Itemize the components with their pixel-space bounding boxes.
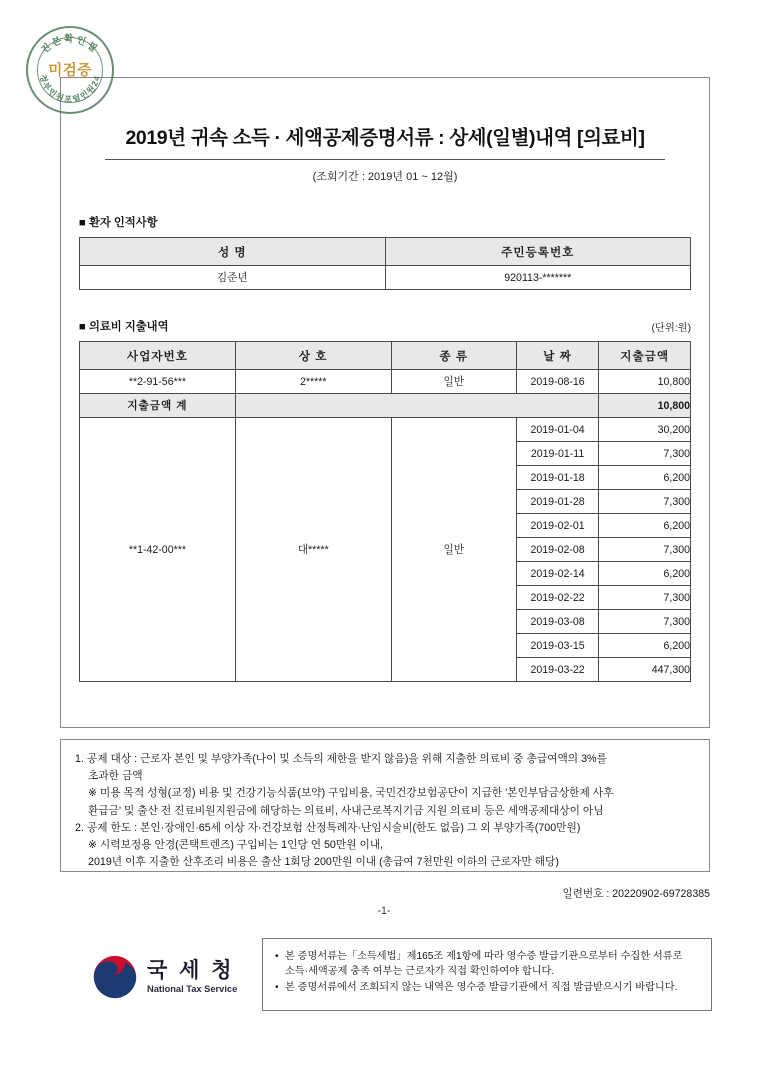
nts-logo-text: [147, 960, 237, 994]
date-value: 2019-01-11: [516, 442, 598, 466]
subtotal-label: 지출금액 계: [80, 394, 236, 418]
note-2-line-2: ※ 시력보정용 안경(콘택트렌즈) 구입비는 1인당 연 50만원 이내,: [88, 839, 384, 852]
kind-value: 일반: [391, 418, 516, 682]
stamp-center-text: 미검증: [48, 63, 92, 80]
date-value: 2019-08-16: [516, 370, 598, 394]
serial-number: 일련번호 : 20220902-69728385: [562, 888, 710, 900]
note-1-line-4: 환급금' 및 출산 전 진료비원지원금에 해당하는 의료비, 사내근로복지기금 지원 의료비 등은 세액공제대상이 아님: [88, 804, 604, 817]
note-1-line-3: ※ 미용 목적 성형(교정) 비용 및 건강기능식품(보약) 구입비용, 국민건강보험공단이 지급한 '본인부담금상한제 사후: [88, 787, 614, 800]
footer-notice-1: • 본 증명서류는「소득세법」제165조 제1항에 따라 영수증 발급기관으로부터 수집한 서류로: [275, 949, 699, 964]
title-divider: [105, 159, 665, 160]
note-2-line-3: 2019년 이후 지출한 산후조리 비용은 출산 1회당 200만원 이내 (총급여 7천만원 이하의 근로자만 해당): [88, 856, 559, 869]
expense-section-header: [79, 318, 691, 334]
deduction-notes-box: [60, 739, 710, 872]
date-value: 2019-03-08: [516, 610, 598, 634]
patient-resident-id-value: 920113-*******: [385, 266, 691, 290]
amount-value: 7,300: [599, 538, 691, 562]
taeguk-icon: [92, 954, 138, 1000]
kind-value: 일반: [391, 370, 516, 394]
date-value: 2019-01-28: [516, 490, 598, 514]
date-value: 2019-03-15: [516, 634, 598, 658]
date-value: 2019-01-18: [516, 466, 598, 490]
amount-value: 6,200: [599, 466, 691, 490]
date-value: 2019-01-04: [516, 418, 598, 442]
page-title: 2019년 귀속 소득 · 세액공제증명서류 : 상세(일별)내역 [의료비]: [125, 127, 645, 149]
date-value: 2019-02-14: [516, 562, 598, 586]
note-1-line-1: 1. 공제 대상 : 근로자 본인 및 부양가족(나이 및 소득의 제한을 받지 않음)을 위해 지출한 의료비 중 총급여액의 3%를: [75, 753, 607, 765]
amount-value: 10,800: [599, 370, 691, 394]
date-value: 2019-02-22: [516, 586, 598, 610]
verification-stamp: [26, 26, 114, 114]
document-subtitle: (조회기간 : 2019년 01 ~ 12월): [312, 171, 458, 183]
amount-value: 447,300: [599, 658, 691, 682]
patient-name-value: 김준년: [80, 266, 386, 290]
footer-notice-1b: 소득·세액공제 충족 여부는 근로자가 직접 확인하여야 합니다.: [285, 966, 555, 978]
amount-value: 30,200: [599, 418, 691, 442]
note-2-line-1: 2. 공제 한도 : 본인·장애인·65세 이상 자·건강보험 산정특례자·난임시술비(한도 없음) 그 외 부양가족(700만원): [75, 821, 581, 834]
expense-section-label: ■ 의료비 지출내역: [79, 321, 169, 333]
column-header-resident-id: 주민등록번호: [385, 238, 691, 266]
amount-value: 7,300: [599, 490, 691, 514]
nts-logo-english: National Tax Service: [147, 984, 238, 995]
amount-value: 6,200: [599, 634, 691, 658]
table-row: [80, 418, 691, 442]
amount-value: 7,300: [599, 586, 691, 610]
unit-note: (단위:원): [651, 323, 691, 334]
column-header-store-name: 상 호: [235, 342, 391, 370]
amount-value: 7,300: [599, 610, 691, 634]
column-header-biz-no: 사업자번호: [80, 342, 236, 370]
table-row: [80, 266, 691, 290]
medical-expense-table: [79, 341, 691, 682]
amount-value: 6,200: [599, 514, 691, 538]
biz-no-value: **2-91-56***: [80, 370, 236, 394]
footer-notice-box: [262, 938, 712, 1011]
column-header-name: 성 명: [80, 238, 386, 266]
subtotal-amount: 10,800: [599, 394, 691, 418]
subtotal-spacer: [235, 394, 599, 418]
table-header-row: [80, 238, 691, 266]
patient-section-label: ■ 환자 인적사항: [79, 217, 158, 229]
table-row: [80, 370, 691, 394]
amount-value: 7,300: [599, 442, 691, 466]
document-body: [60, 77, 710, 728]
stamp-top-text: 진본확인필: [38, 33, 102, 56]
date-value: 2019-03-22: [516, 658, 598, 682]
column-header-kind: 종 류: [391, 342, 516, 370]
note-1-line-2: 초과한 금액: [88, 770, 143, 783]
column-header-amount: 지출금액: [599, 342, 691, 370]
store-name-value: 대*****: [235, 418, 391, 682]
page-number: -1-: [377, 905, 391, 917]
column-header-date: 날 짜: [516, 342, 598, 370]
store-name-value: 2*****: [235, 370, 391, 394]
date-value: 2019-02-08: [516, 538, 598, 562]
patient-info-table: [79, 237, 691, 290]
subtotal-row: [80, 394, 691, 418]
table-header-row: [80, 342, 691, 370]
nts-logo: [92, 946, 252, 1008]
date-value: 2019-02-01: [516, 514, 598, 538]
footer-notice-2: • 본 증명서류에서 조회되지 않는 내역은 영수증 발급기관에서 직접 발급받으시기 바랍니다.: [275, 980, 699, 995]
stamp-bottom-text: 정부민원포털민원24: [37, 73, 102, 105]
amount-value: 6,200: [599, 562, 691, 586]
biz-no-value: **1-42-00***: [80, 418, 236, 682]
nts-logo-korean: 국 세 청: [147, 958, 235, 982]
